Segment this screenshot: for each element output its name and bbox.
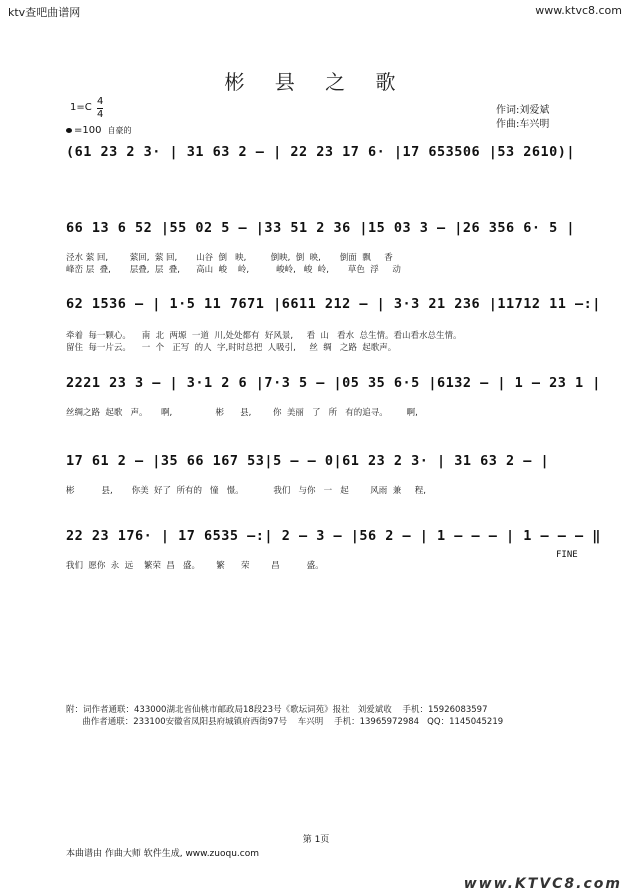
tempo-value: =100: [74, 125, 102, 136]
expression-mark: 自豪的: [107, 126, 132, 135]
fine-mark: FINE: [556, 550, 578, 560]
composer-contact: 曲作者通联：233100安徽省凤阳县府城镇府西街97号 车兴明 手机：13965972984 QQ：1145045219: [66, 717, 504, 727]
generator-credit: 本曲谱由 作曲大师 软件生成, www.zuoqu.com: [66, 849, 259, 859]
score-line-5: 17 61 2 – |35 66 167 53|5 – – 0|61 23 2 3· | 31 63 2 – |: [66, 453, 550, 469]
tempo-marking: [66, 125, 131, 136]
composer: 作曲:车兴明: [496, 119, 550, 130]
score-line-1: (61 23 2 3· | 31 63 2 – | 22 23 17 6· |17 653506 |53 2610)|: [66, 144, 576, 160]
time-signature: [97, 96, 103, 121]
site-name-top: ktv查吧曲谱网: [8, 6, 81, 19]
time-top: 4: [97, 96, 104, 107]
song-title: 彬 县 之 歌: [224, 70, 408, 94]
score-line-2: 66 13 6 52 |55 02 5 – |33 51 2 36 |15 03 3 – |26 356 6· 5 |: [66, 220, 576, 236]
lyricist-contact: 附：词作者通联：433000湖北省仙桃市邮政局18段23号《歌坛词苑》报社 刘爱斌收 手机：15926083597: [66, 705, 488, 715]
time-bottom: 4: [97, 109, 104, 120]
site-watermark: www.KTVC8.com: [463, 876, 622, 892]
lyric-line-5: 彬 县, 你美 好了 所有的 憧 憬。 我们 与你 一 起 风雨 兼 程,: [66, 486, 426, 496]
site-url-top: www.ktvc8.com: [535, 4, 622, 17]
lyricist: 作词:刘爱斌: [496, 105, 550, 116]
lyric-line-6: 我们 愿你 永 远 繁荣 昌 盛。 繁 荣 昌 盛。: [66, 561, 324, 571]
quarter-note-icon: [66, 128, 72, 133]
lyric-line-4: 丝绸之路 起歌 声。 啊, 彬 县, 你 美丽 了 所 有的追寻。 啊,: [66, 408, 418, 418]
score-line-6: 22 23 176· | 17 6535 –:| 2 – 3 – |56 2 – | 1 – – – | 1 – – – ‖: [66, 528, 601, 544]
key-signature: 1=C: [70, 102, 92, 113]
page-number: 第 1页: [302, 835, 330, 845]
lyric-line-3a: 牵着 每一颗心。 南 北 两塬 一道 川,处处都有 好风景, 看 山 看水 总生情。看山看水总生情。: [66, 331, 462, 341]
lyric-line-3b: 留住 每一片云。 一 个 正写 的人 字,时时总把 人吸引, 丝 绸 之路 起歌声。: [66, 343, 397, 353]
score-line-4: 2221 23 3 – | 3·1 2 6 |7·3 5 – |05 35 6·5 |6132 – | 1 – 23 1 |: [66, 375, 601, 391]
score-line-3: 62 1536 – | 1·5 11 7671 |6611 212 – | 3·3 21 236 |11712 11 –:|: [66, 296, 601, 312]
lyric-line-2b: 峰峦 层 叠, 层叠, 层 叠, 高山 峻 岭, 峻岭, 峻 岭, 草色 浮 动: [66, 265, 401, 275]
lyric-line-2a: 泾水 萦 回, 萦回, 萦 回, 山谷 倒 映, 倒映, 倒 映, 倒面 飘 香: [66, 253, 393, 263]
